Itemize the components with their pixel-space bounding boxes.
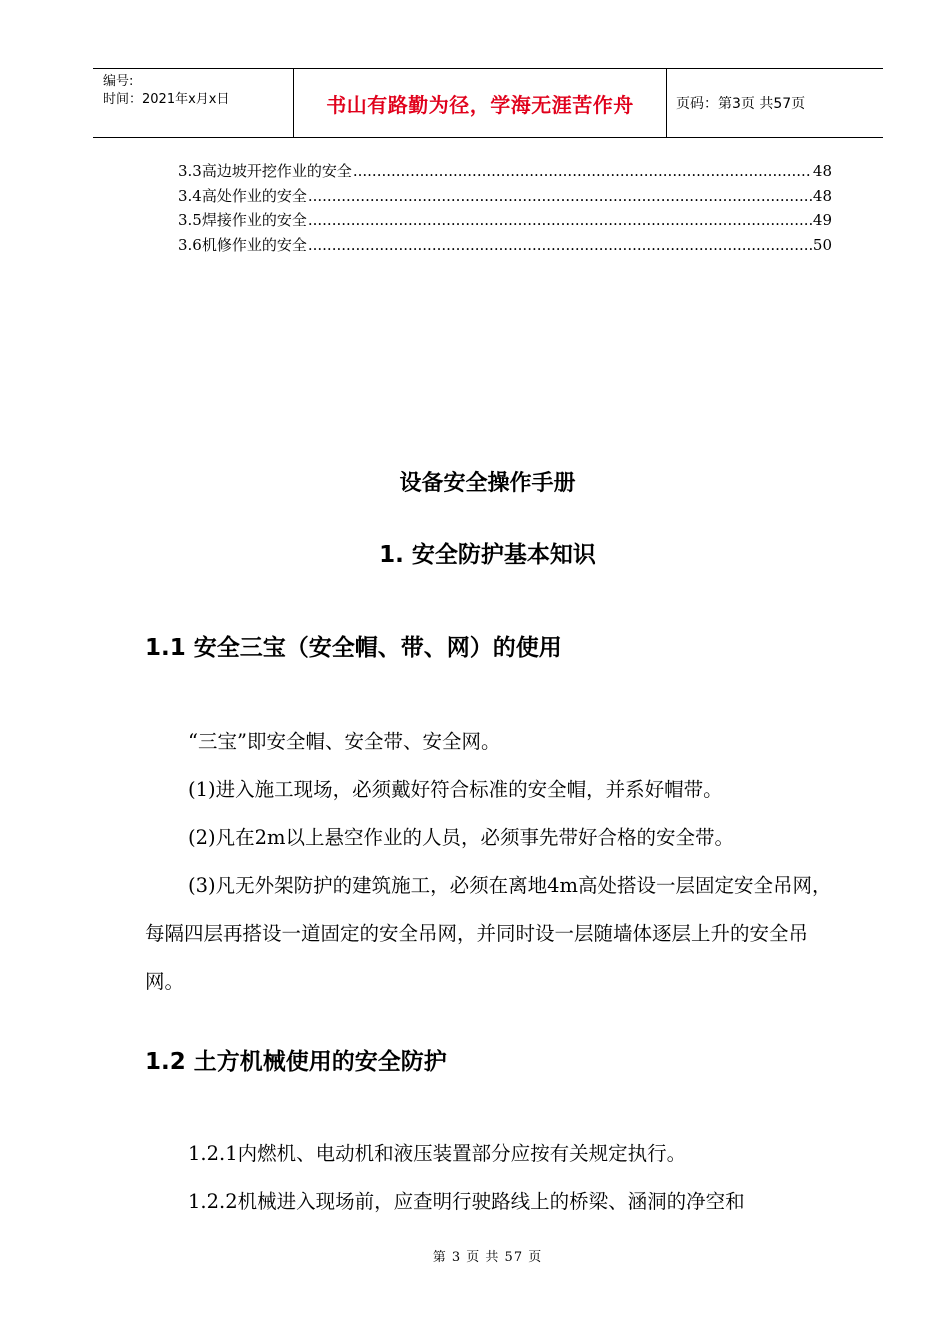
section-1-1-body [145,718,835,1006]
toc-entry-page: 50 [812,235,832,254]
header-motto: 书山有路勤为径，学海无涯苦作舟 [326,92,634,117]
section-heading-1: 1. 安全防护基本知识 [379,542,596,568]
toc-entry[interactable] [178,160,832,185]
toc-leader-dots [353,162,812,180]
page-footer: 第 3 页 共 57 页 [432,1250,543,1265]
toc-entry-title: 3.5焊接作业的安全 [178,211,307,229]
header-id-label: 编号: [103,74,134,89]
paragraph: 1.2.1内燃机、电动机和液压装置部分应按有关规定执行。 [188,1142,687,1165]
paragraph: 1.2.2机械进入现场前，应查明行驶路线上的桥梁、涵洞的净空和 [188,1190,745,1213]
toc-leader-dots [308,236,812,254]
toc-entry-title: 3.3高边坡开挖作业的安全 [178,162,352,180]
table-of-contents [178,160,832,258]
toc-entry-title: 3.4高处作业的安全 [178,186,307,205]
paragraph: (2)凡在2m以上悬空作业的人员，必须事先带好合格的安全带。 [188,826,735,849]
header-time-label: 时间：2021年x月x日 [103,92,230,107]
document-title: 设备安全操作手册 [399,471,576,496]
toc-entry-page: 48 [812,162,832,180]
header-page-info: 页码：第3页 共57页 [676,96,806,112]
section-1-2-body [145,1130,835,1226]
toc-entry-page: 48 [812,186,832,205]
toc-leader-dots [308,211,812,229]
section-heading-1-2: 1.2 土方机械使用的安全防护 [145,1049,447,1075]
paragraph: (3)凡无外架防护的建筑施工，必须在离地4m高处搭设一层固定安全吊网，每隔四层再搭设一道固定的安全吊网，并同时设一层随墙体逐层上升的安全吊网。 [145,874,832,993]
paragraph: “三宝”即安全帽、安全带、安全网。 [188,730,501,753]
toc-entry-title: 3.6机修作业的安全 [178,235,307,254]
page-header [93,68,883,138]
toc-entry-page: 49 [812,211,832,229]
section-heading-1-1: 1.1 安全三宝（安全帽、带、网）的使用 [145,635,562,661]
header-divider [666,69,667,137]
paragraph: (1)进入施工现场，必须戴好符合标准的安全帽，并系好帽带。 [188,778,723,801]
header-meta [103,73,229,109]
toc-entry[interactable] [178,234,832,259]
toc-entry[interactable] [178,185,832,210]
toc-leader-dots [308,187,812,205]
toc-entry[interactable] [178,209,832,234]
